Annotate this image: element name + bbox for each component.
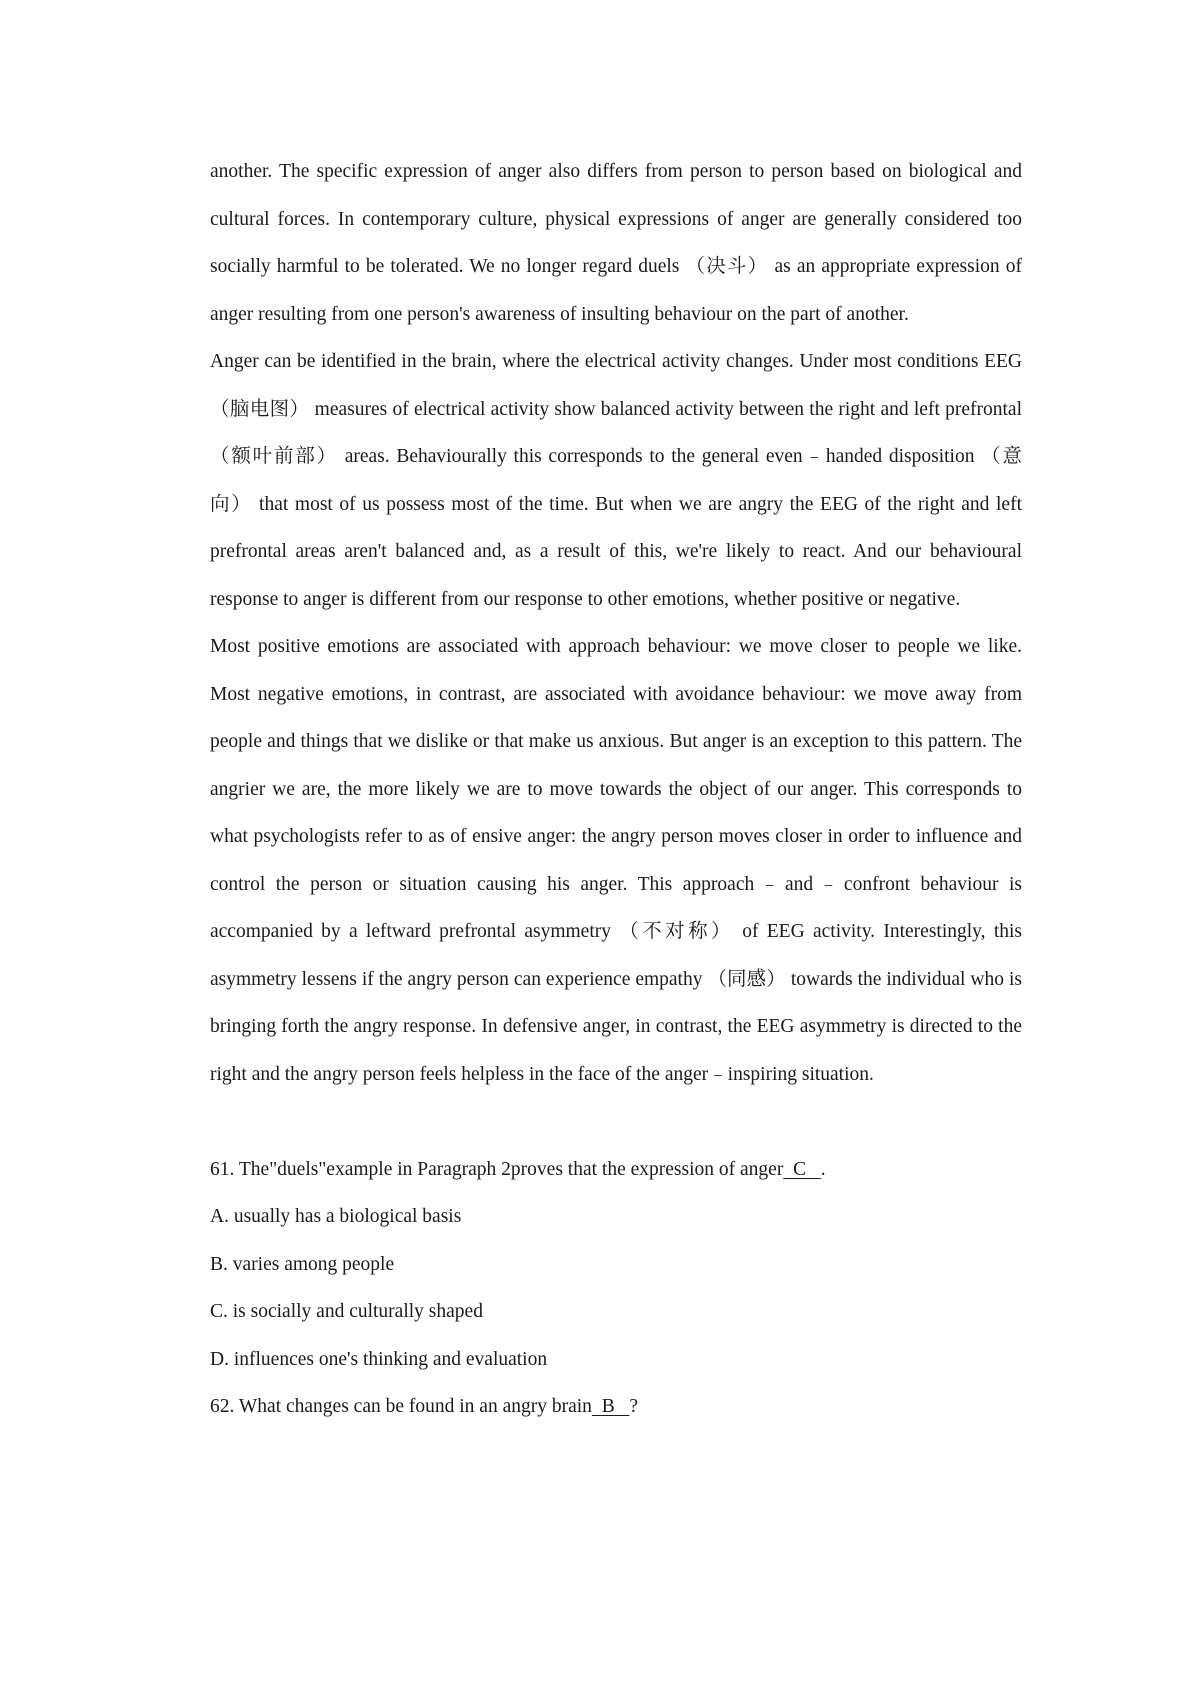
question-61 xyxy=(210,1146,1022,1384)
question-62-stem-text: 62. What changes can be found in an angry brain xyxy=(210,1396,592,1417)
question-61-option-a: A. usually has a biological basis xyxy=(210,1206,462,1227)
passage-paragraph-3: Most positive emotions are associated with approach behaviour: we move closer to people we like. Most negative emotions, in contrast, are associated with avoidance behaviour: we move away from people and things that we dislike or that make us anxious. But anger is an exception to this pattern. The angrier we are, the more likely we are to move towards the object of our anger. This corresponds to what psychologists refer to as of ensive anger: the angry person moves closer in order to influence and control the person or situation causing his anger. This approach﹣and﹣confront behaviour is accompanied by a leftward prefrontal asymmetry （不对称） of EEG activity. Interestingly, this asymmetry lessens if the angry person can experience empathy （同感） towards the individual who is bringing forth the angry response. In defensive anger, in contrast, the EEG asymmetry is directed to the right and the angry person feels helpless in the face of the anger﹣inspiring situation. xyxy=(210,636,1022,1085)
passage-paragraph-2: Anger can be identified in the brain, where the electrical activity changes. Under most conditions EEG （脑电图） measures of electrical activity show balanced activity between the right and left prefrontal （额叶前部） areas. Behaviourally this corresponds to the general even﹣handed disposition （意向） that most of us possess most of the time. But when we are angry the EEG of the right and left prefrontal areas aren't balanced and, as a result of this, we're likely to react. And our behavioural response to anger is different from our response to other emotions, whether positive or negative. xyxy=(210,351,1022,610)
section-spacer xyxy=(210,1098,1022,1146)
question-61-answer: C xyxy=(793,1158,807,1180)
question-61-option-d: D. influences one's thinking and evaluation xyxy=(210,1348,548,1370)
question-61-option-b: B. varies among people xyxy=(210,1253,395,1275)
question-61-stem-end: . xyxy=(820,1158,826,1180)
question-61-stem xyxy=(210,1146,1022,1194)
passage-paragraph-1: another. The specific expression of anger also differs from person to person based on biological and cultural forces. In contemporary culture, physical expressions of anger are generally considered too socially harmful to be tolerated. We no longer regard duels （决斗） as an appropriate expression of anger resulting from one person's awareness of insulting behaviour on the part of another. xyxy=(210,161,1022,325)
question-62-stem-end: ? xyxy=(629,1396,638,1417)
question-62 xyxy=(210,1383,1022,1431)
question-61-option-c: C. is socially and culturally shaped xyxy=(210,1301,483,1322)
question-62-answer: B xyxy=(601,1396,615,1417)
question-62-stem xyxy=(210,1383,1022,1431)
question-62-answer-blank xyxy=(592,1396,629,1417)
question-61-stem-text: 61. The"duels"example in Paragraph 2proves that the expression of anger xyxy=(210,1158,784,1180)
document-body xyxy=(210,148,1022,1431)
question-61-answer-blank xyxy=(783,1159,820,1180)
